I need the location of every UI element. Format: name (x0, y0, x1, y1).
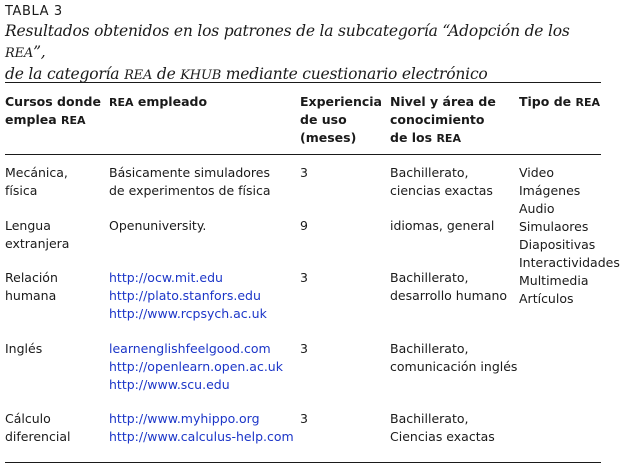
rea-link[interactable]: http://ocw.mit.edu (109, 270, 223, 285)
header-text-part: empleado (133, 94, 208, 109)
header-text (390, 129, 496, 148)
cell-text: Cálculo (5, 411, 51, 426)
header-text: de uso (300, 112, 347, 127)
header-text-part: Tipo de (519, 94, 576, 109)
cell-text: humana (5, 288, 57, 303)
cell-text: desarrollo humano (390, 288, 508, 303)
rea-link[interactable]: http://www.calculus-help.com (109, 429, 294, 444)
rea-link[interactable]: learnenglishfeelgood.com (109, 341, 271, 356)
cell-text: Lengua (5, 218, 51, 233)
tipo-item: Artículos (519, 291, 574, 306)
row2-nivel (390, 217, 494, 235)
row3-rea (109, 269, 267, 323)
row2-rea (109, 217, 206, 235)
cell-text: 9 (300, 218, 308, 233)
caption-text: ”, (33, 43, 46, 61)
cell-text: Bachillerato, (390, 270, 469, 285)
header-text-part: emplea (5, 112, 61, 127)
row3-curso (5, 269, 58, 305)
row5-nivel (390, 410, 495, 446)
row1-experiencia (300, 164, 308, 182)
header-text: (meses) (300, 130, 357, 145)
caption-text: de (152, 65, 181, 83)
row1-rea (109, 164, 271, 200)
header-text: Experiencia (300, 94, 382, 109)
header-text: conocimiento (390, 112, 485, 127)
caption-abbr-rea: REA (124, 68, 153, 83)
cell-text: Bachillerato, (390, 165, 469, 180)
header-text: Nivel y área de (390, 94, 496, 109)
caption-line2 (5, 65, 488, 83)
cell-text: Relación (5, 270, 58, 285)
cell-text: 3 (300, 165, 308, 180)
cell-text: extranjera (5, 236, 70, 251)
cell-text: de experimentos de física (109, 183, 271, 198)
row4-rea (109, 340, 283, 394)
cell-text: Bachillerato, (390, 341, 469, 356)
caption-abbr-khub: KHUB (180, 68, 222, 83)
cell-text: Ciencias exactas (390, 429, 495, 444)
row4-curso (5, 340, 42, 358)
cell-text: Openuniversity. (109, 218, 207, 233)
header-text (109, 93, 207, 112)
row3-experiencia (300, 269, 308, 287)
rea-link[interactable]: http://openlearn.open.ac.uk (109, 359, 283, 374)
rea-link[interactable]: http://www.scu.edu (109, 377, 230, 392)
cell-text: Inglés (5, 341, 43, 356)
cell-text: ciencias exactas (390, 183, 493, 198)
header-text: Cursos donde (5, 94, 101, 109)
cell-text: 3 (300, 411, 308, 426)
caption-text: de la categoría (5, 65, 125, 83)
row5-experiencia (300, 410, 308, 428)
header-abbr-rea: REA (436, 132, 461, 145)
row2-curso (5, 217, 69, 253)
caption-text: Resultados obtenidos en los patrones de la subcategoría “Adopción de los (5, 22, 570, 40)
tipo-item: Video (519, 165, 555, 180)
table-bottom-rule (5, 462, 601, 463)
row3-nivel (390, 269, 507, 305)
tipo-item: Audio (519, 201, 555, 216)
header-nivel (390, 93, 496, 148)
header-abbr-rea: REA (61, 114, 86, 127)
header-tipo (519, 93, 600, 112)
row2-experiencia (300, 217, 308, 235)
caption-line1 (5, 22, 570, 61)
cell-text: física (5, 183, 38, 198)
header-abbr-rea: REA (109, 96, 134, 109)
row4-nivel (390, 340, 517, 376)
tipo-item: Imágenes (519, 183, 581, 198)
cell-text: diferencial (5, 429, 71, 444)
cell-text: 3 (300, 270, 308, 285)
table-caption (5, 21, 603, 86)
rea-link[interactable]: http://www.rcpsych.ac.uk (109, 306, 267, 321)
table-label: TABLA 3 (5, 4, 63, 19)
header-experiencia (300, 93, 382, 147)
tipo-list (519, 164, 620, 308)
table-top-rule (5, 82, 601, 83)
row1-nivel (390, 164, 493, 200)
row1-curso (5, 164, 68, 200)
header-cursos (5, 93, 101, 130)
header-text (519, 93, 600, 112)
table-header-rule (5, 154, 601, 155)
cell-text: Mecánica, (5, 165, 68, 180)
caption-text: mediante cuestionario electrónico (221, 65, 488, 83)
tipo-item: Simulaores (519, 219, 589, 234)
cell-text: idiomas, general (390, 218, 495, 233)
rea-link[interactable]: http://www.myhippo.org (109, 411, 260, 426)
row5-rea (109, 410, 294, 446)
tipo-item: Interactividades (519, 255, 620, 270)
cell-text: comunicación inglés (390, 359, 518, 374)
caption-abbr-rea: REA (5, 46, 34, 61)
header-abbr-rea: REA (575, 96, 600, 109)
tipo-item: Multimedia (519, 273, 589, 288)
cell-text: Bachillerato, (390, 411, 469, 426)
header-text-part: de los (390, 130, 437, 145)
cell-text: Básicamente simuladores (109, 165, 270, 180)
header-text (5, 111, 101, 130)
header-rea-empleado (109, 93, 207, 112)
tipo-item: Diapositivas (519, 237, 596, 252)
rea-link[interactable]: http://plato.stanfors.edu (109, 288, 261, 303)
cell-text: 3 (300, 341, 308, 356)
row4-experiencia (300, 340, 308, 358)
row5-curso (5, 410, 70, 446)
